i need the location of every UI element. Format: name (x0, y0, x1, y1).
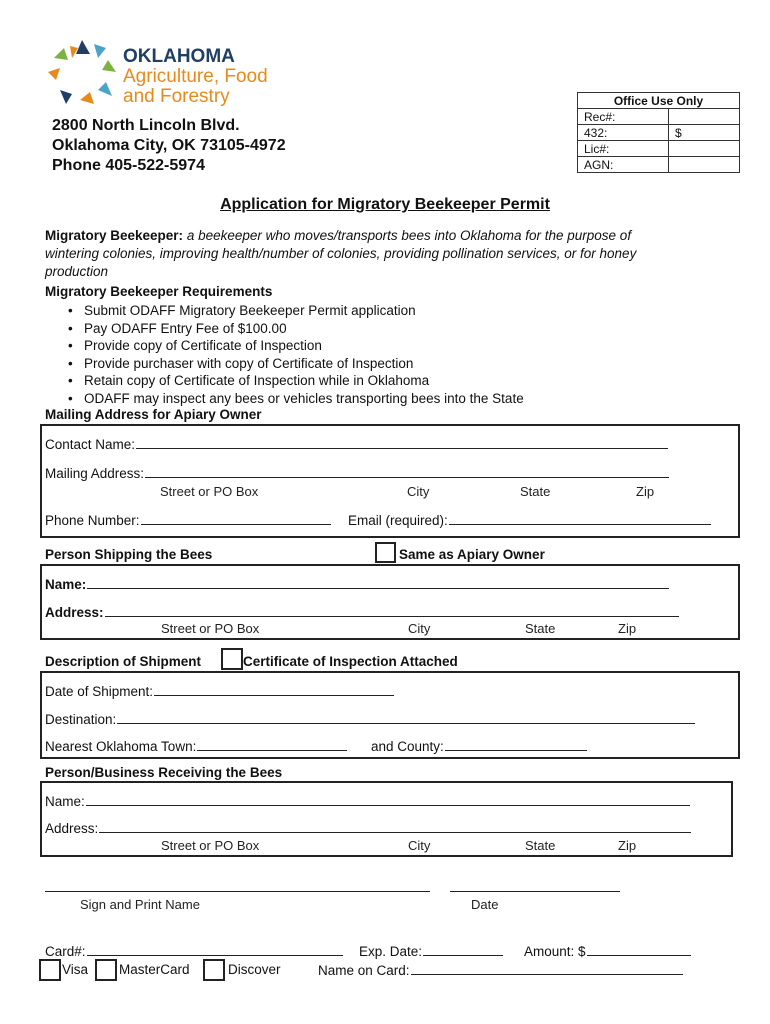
shipper-city-caption: City (408, 621, 431, 636)
mastercard-checkbox[interactable] (95, 959, 117, 981)
email-label: Email (required): (348, 513, 448, 528)
date-caption: Date (471, 897, 499, 912)
shipment-date-line[interactable] (154, 683, 394, 696)
office-lic-label: Lic#: (578, 141, 669, 157)
shipper-name-label: Name: (45, 577, 87, 592)
list-item: • Provide purchaser with copy of Certificate of Inspection (68, 355, 414, 371)
contact-name-line[interactable] (136, 436, 668, 449)
name-on-card-label: Name on Card: (318, 963, 410, 978)
certificate-attached-checkbox[interactable] (221, 648, 243, 670)
same-as-owner-label: Same as Apiary Owner (399, 547, 545, 562)
receiver-street-caption: Street or PO Box (161, 838, 260, 853)
shipment-date-field[interactable] (45, 683, 394, 699)
office-use-title: Office Use Only (578, 93, 740, 109)
shipper-zip-caption: Zip (618, 621, 637, 636)
county-field[interactable] (371, 738, 587, 754)
phone-number-field[interactable] (45, 512, 331, 528)
nearest-town-label: Nearest Oklahoma Town: (45, 739, 197, 754)
receiver-state-caption: State (525, 838, 556, 853)
date-line[interactable] (450, 891, 620, 892)
receiver-address-line[interactable] (99, 820, 691, 833)
shipper-heading: Person Shipping the Bees (45, 547, 213, 562)
agency-subtitle-2: and Forestry (123, 86, 230, 107)
shipment-heading: Description of Shipment (45, 654, 202, 669)
name-on-card-line[interactable] (411, 962, 683, 975)
list-item: • Pay ODAFF Entry Fee of $100.00 (68, 320, 287, 336)
destination-line[interactable] (117, 711, 695, 724)
contact-name-field[interactable] (45, 436, 668, 452)
visa-checkbox[interactable] (39, 959, 61, 981)
list-item: • Submit ODAFF Migratory Beekeeper Permit application (68, 303, 416, 318)
mailing-address-field[interactable] (45, 465, 669, 481)
mailing-state-caption: State (520, 484, 551, 499)
receiver-name-label: Name: (45, 794, 85, 809)
receiver-name-line[interactable] (86, 793, 690, 806)
list-item: • Retain copy of Certificate of Inspection while in Oklahoma (68, 373, 430, 388)
mailing-address-line[interactable] (145, 465, 669, 478)
phone-number-line[interactable] (141, 512, 331, 525)
shipper-name-field[interactable] (45, 576, 669, 592)
amount-line[interactable] (587, 943, 691, 956)
mailing-city-caption: City (407, 484, 430, 499)
agency-subtitle-1: Agriculture, Food (123, 66, 268, 87)
list-item: • Provide copy of Certificate of Inspection (68, 338, 322, 353)
receiver-zip-caption: Zip (618, 838, 637, 853)
address-line-2: Oklahoma City, OK 73105-4972 (52, 137, 286, 154)
exp-date-line[interactable] (423, 943, 503, 956)
exp-date-label: Exp. Date: (359, 944, 423, 959)
requirements-list (68, 302, 524, 407)
nearest-town-field[interactable] (45, 738, 347, 754)
list-item: • ODAFF may inspect any bees or vehicles transporting bees into the State (68, 390, 524, 406)
requirement-text: Provide purchaser with copy of Certificate of Inspection (83, 355, 414, 371)
discover-checkbox[interactable] (203, 959, 225, 981)
office-agn-value (669, 157, 740, 173)
shipper-name-line[interactable] (87, 576, 669, 589)
office-agn-label: AGN: (578, 157, 669, 173)
visa-label: Visa (62, 962, 89, 977)
requirement-text: ODAFF may inspect any bees or vehicles transporting bees into the State (83, 390, 524, 406)
shipper-address-field[interactable] (45, 604, 679, 620)
requirement-text: Pay ODAFF Entry Fee of $100.00 (83, 320, 287, 336)
contact-name-label: Contact Name: (45, 437, 136, 452)
card-number-field[interactable] (45, 943, 343, 959)
odaff-logo-icon (46, 38, 118, 106)
county-line[interactable] (445, 738, 587, 751)
agency-name: OKLAHOMA (123, 46, 235, 67)
card-number-line[interactable] (87, 943, 343, 956)
amount-label: Amount: $ (524, 944, 586, 959)
office-432-label: 432: (578, 125, 669, 141)
name-on-card-field[interactable] (318, 962, 683, 978)
phone-number-label: Phone Number: (45, 513, 140, 528)
requirement-text: Retain copy of Certificate of Inspection while in Oklahoma (83, 373, 430, 388)
office-432-value: $ (669, 125, 740, 141)
definition-line-3: production (45, 264, 109, 279)
office-lic-value (669, 141, 740, 157)
requirements-heading: Migratory Beekeeper Requirements (45, 284, 273, 299)
form-title: Application for Migratory Beekeeper Permit (220, 196, 550, 213)
email-field[interactable] (348, 512, 711, 528)
mailing-address-label: Mailing Address: (45, 466, 145, 481)
requirement-text: Submit ODAFF Migratory Beekeeper Permit application (83, 303, 416, 318)
shipper-street-caption: Street or PO Box (161, 621, 260, 636)
definition-line-2: wintering colonies, improving health/number of colonies, providing pollination services, or for honey (45, 246, 637, 261)
receiver-city-caption: City (408, 838, 431, 853)
receiver-name-field[interactable] (45, 793, 690, 809)
office-use-table (577, 92, 740, 173)
address-line-1: 2800 North Lincoln Blvd. (52, 117, 240, 134)
definition-term: Migratory Beekeeper: (45, 228, 184, 243)
exp-date-field[interactable] (359, 943, 503, 959)
destination-label: Destination: (45, 712, 117, 727)
email-line[interactable] (449, 512, 711, 525)
mailing-heading: Mailing Address for Apiary Owner (45, 407, 262, 422)
requirement-text: Provide copy of Certificate of Inspection (83, 338, 322, 353)
shipment-date-label: Date of Shipment: (45, 684, 154, 699)
card-number-label: Card#: (45, 944, 86, 959)
receiver-address-label: Address: (45, 821, 99, 836)
certificate-attached-label: Certificate of Inspection Attached (243, 654, 458, 669)
receiver-address-field[interactable] (45, 820, 691, 836)
shipper-address-label: Address: (45, 605, 104, 620)
same-as-owner-checkbox[interactable] (375, 542, 396, 563)
receiver-heading: Person/Business Receiving the Bees (45, 765, 283, 780)
sign-print-caption: Sign and Print Name (80, 897, 200, 912)
county-label: and County: (371, 739, 444, 754)
mailing-zip-caption: Zip (636, 484, 655, 499)
destination-field[interactable] (45, 711, 695, 727)
shipper-address-line[interactable] (105, 604, 679, 617)
office-rec-value (669, 109, 740, 125)
signature-line[interactable] (45, 891, 430, 892)
mastercard-label: MasterCard (119, 962, 190, 977)
discover-label: Discover (228, 962, 281, 977)
phone-line: Phone 405-522-5974 (52, 157, 205, 174)
definition-text-1: a beekeeper who moves/transports bees into Oklahoma for the purpose of (183, 228, 632, 243)
nearest-town-line[interactable] (197, 738, 347, 751)
amount-field[interactable] (524, 943, 691, 959)
mailing-street-caption: Street or PO Box (160, 484, 259, 499)
office-rec-label: Rec#: (578, 109, 669, 125)
shipper-state-caption: State (525, 621, 556, 636)
definition-line-1 (45, 228, 631, 243)
